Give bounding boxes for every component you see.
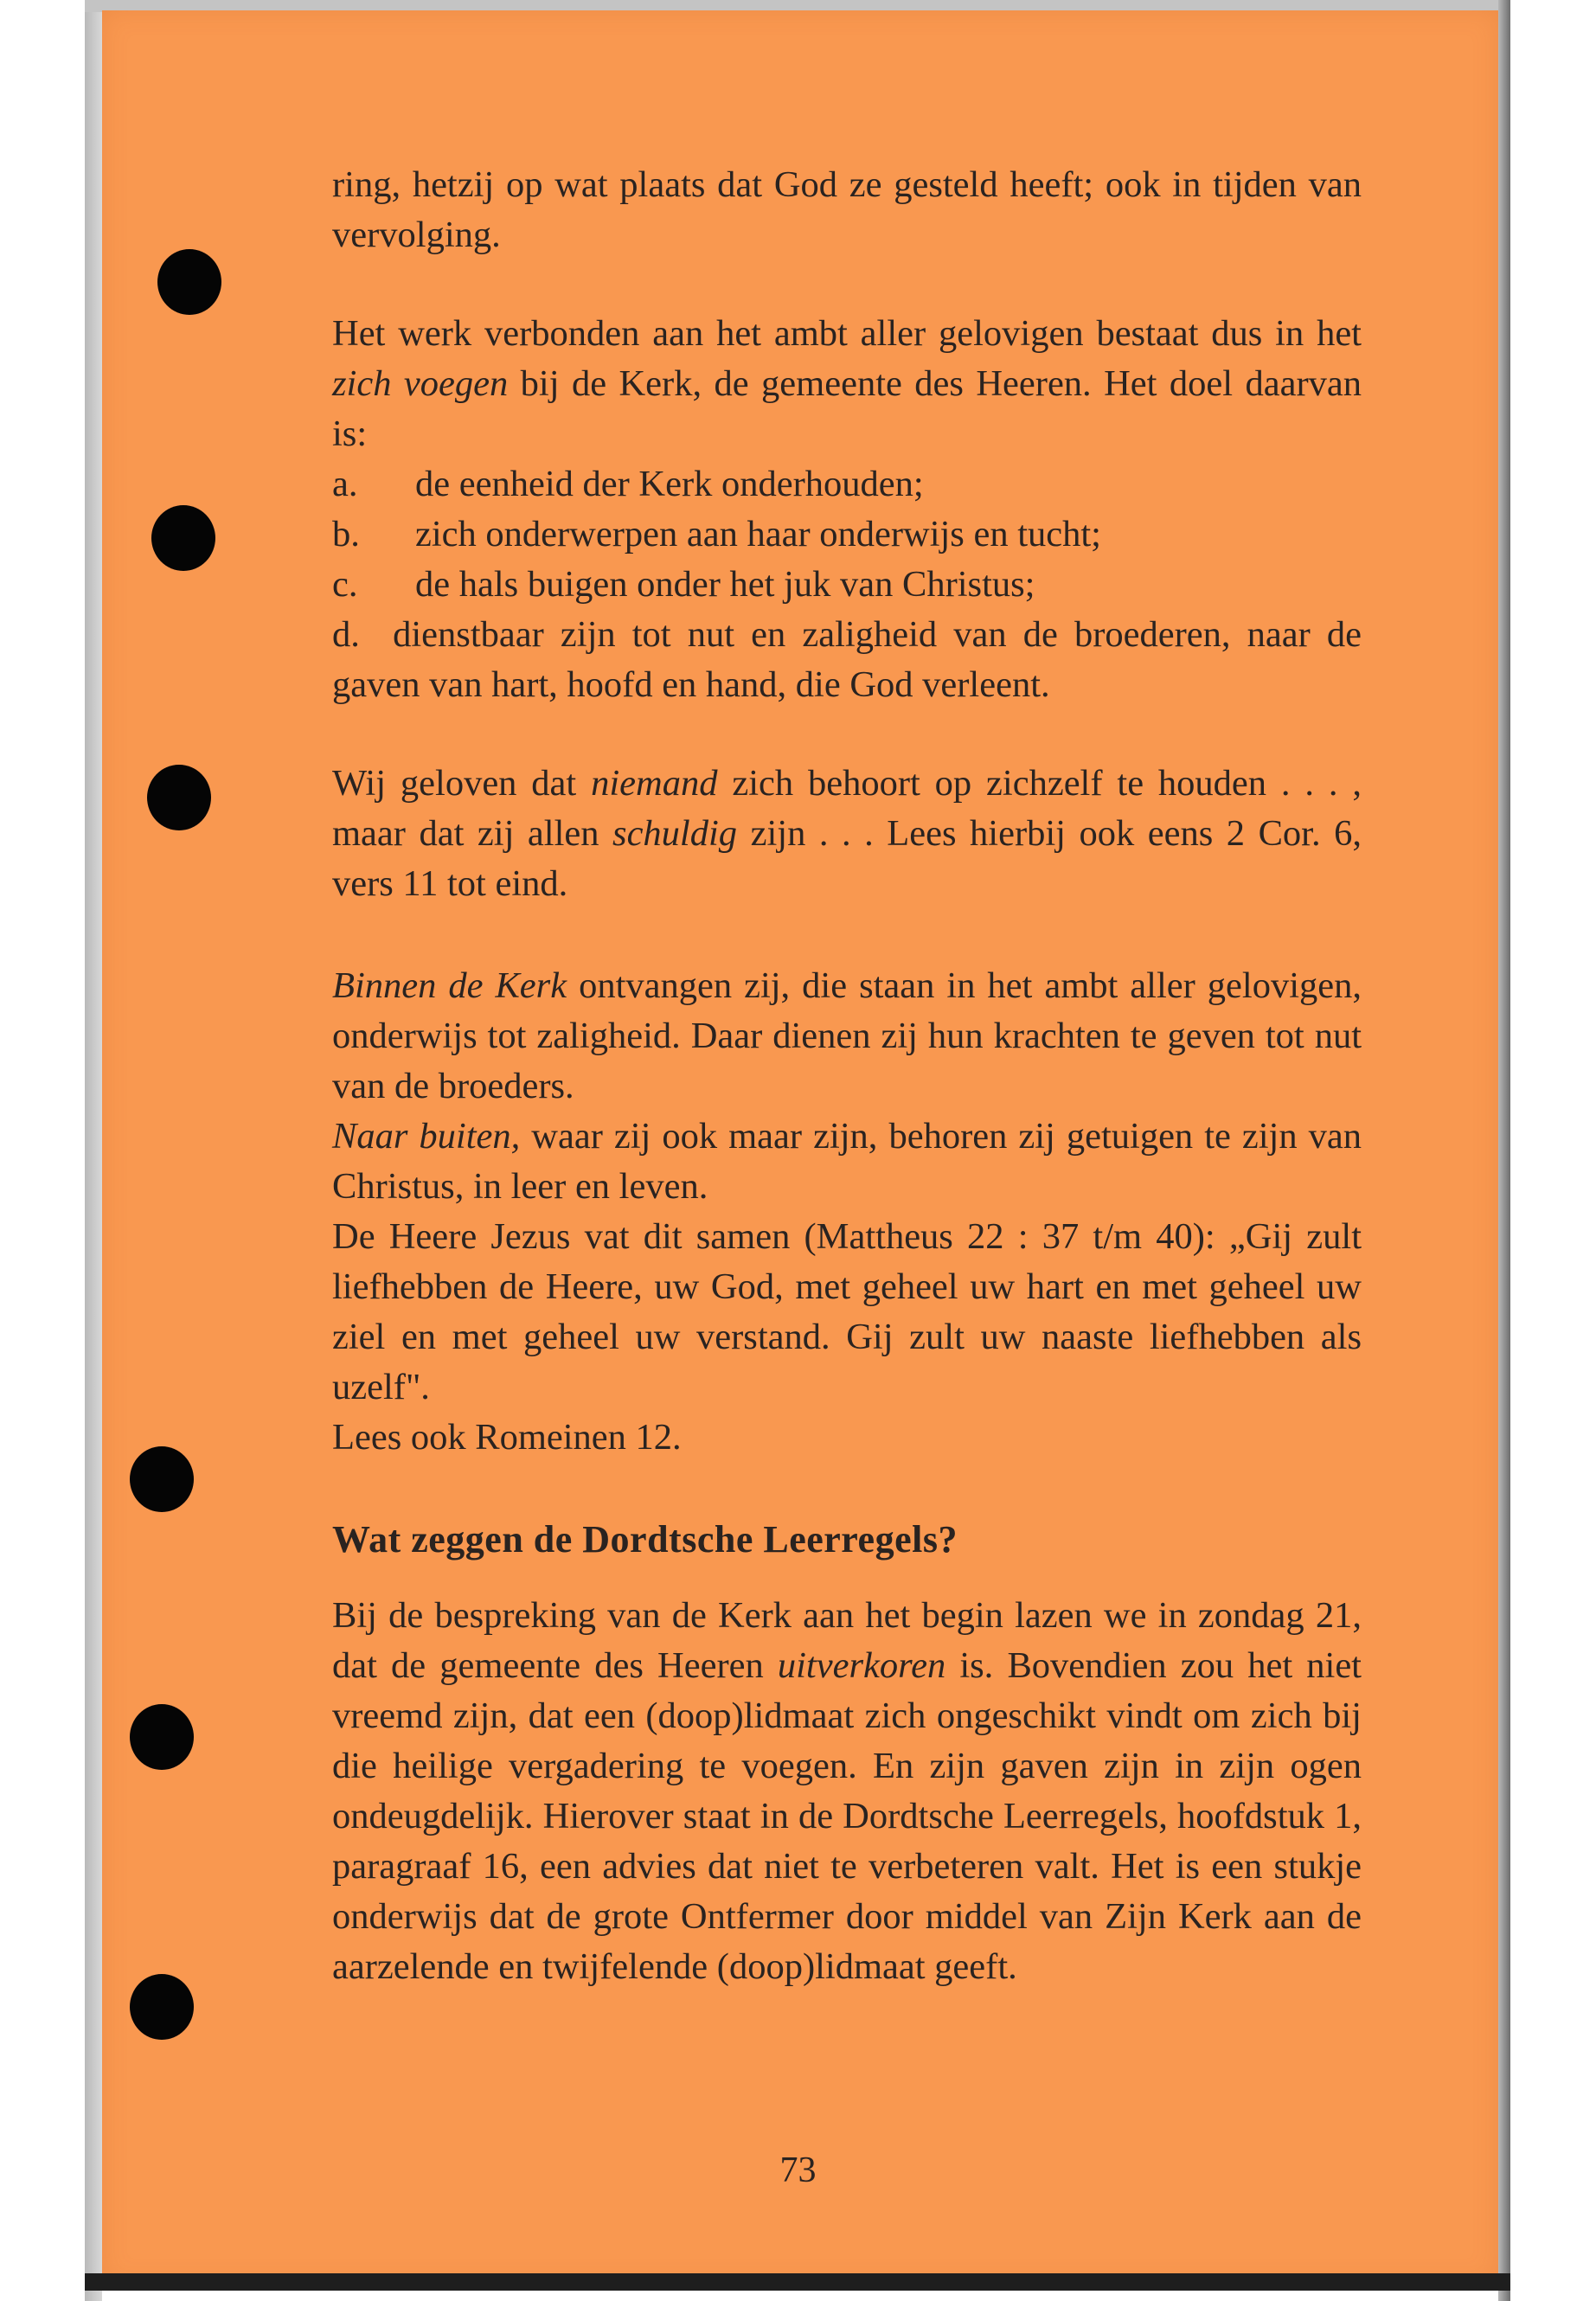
- page-number: 73: [779, 2150, 817, 2190]
- list-marker: b.: [332, 514, 360, 554]
- paragraph-2-emphasis: zich voegen: [332, 363, 509, 404]
- list-marker: a.: [332, 464, 358, 504]
- section-heading: Wat zeggen de Dordtsche Leerregels?: [332, 1518, 958, 1561]
- binder-hole-2: [151, 505, 215, 571]
- paragraph-2-text-a: Het werk verbonden aan het ambt aller gelovigen bestaat dus in het: [332, 313, 1362, 354]
- list-item-text: zich onderwerpen aan haar onderwijs en tucht;: [415, 514, 1101, 554]
- list-item: [332, 560, 1362, 610]
- paragraph-5-text: waar zij ook maar zijn, behoren zij getuigen te zijn van Christus, in leer en leven.: [332, 1116, 1362, 1207]
- paragraph-3-text-c: zijn . . . Lees hierbij ook eens 2 Cor. 6, vers 11 tot eind.: [332, 813, 1362, 904]
- list-item: [332, 610, 1362, 710]
- paragraph-3-text-b: zich behoort op zichzelf te houden . . . , maar dat zij allen: [332, 763, 1362, 854]
- paragraph-7: [332, 1413, 1362, 1463]
- paragraph-6-text: De Heere Jezus vat dit samen (Mattheus 22 : 37 t/m 40): „Gij zult liefhebben de Heere, uw God, met geheel uw hart en met geheel uw ziel en met geheel uw verstand. Gij zult uw naaste liefhebben als uzelf".: [332, 1216, 1362, 1407]
- paragraph-4-text: ontvangen zij, die staan in het ambt aller gelovigen, onderwijs tot zaligheid. Daar dienen zij hun krachten te geven tot nut van de broeders.: [332, 965, 1362, 1106]
- list-marker: d.: [332, 614, 360, 655]
- paragraph-3-emphasis-2: schuldig: [612, 813, 738, 854]
- paragraph-2-text-b: bij de Kerk, de gemeente des Heeren. Het doel daarvan is:: [332, 363, 1362, 454]
- list-marker: c.: [332, 564, 358, 605]
- paragraph-8-text-b: is. Bovendien zou het niet vreemd zijn, dat een (doop)lidmaat zich ongeschikt vindt om zich bij die heilige vergadering te voegen. En zijn gaven zijn in zijn ogen ondeugdelijk. Hierover staat in de Dordtsche Leerregels, hoofdstuk 1, paragraaf 16, een advies dat niet te verbeteren valt. Het is een stukje onderwijs dat de grote Ontfermer door middel van Zijn Kerk aan de aarzelende en twijfelende (doop)lidmaat geeft.: [332, 1645, 1362, 1987]
- paragraph-4-emphasis: Binnen de Kerk: [332, 965, 567, 1006]
- scan-edge-right: [1498, 0, 1510, 2301]
- paragraph-3-emphasis-1: niemand: [591, 763, 718, 804]
- list-item-text: de hals buigen onder het juk van Christus;: [415, 564, 1035, 605]
- list-item: [332, 510, 1362, 560]
- binder-hole-6: [130, 1974, 194, 2040]
- paragraph-1: [332, 160, 1362, 260]
- paragraph-5: [332, 1112, 1362, 1212]
- list-item-text: dienstbaar zijn tot nut en zaligheid van de broederen, naar de gaven van hart, hoofd en hand, die God verleent.: [332, 614, 1362, 705]
- goal-list: [332, 459, 1362, 710]
- binder-hole-5: [130, 1704, 194, 1770]
- paragraph-3: [332, 759, 1362, 909]
- scan-edge-left: [85, 0, 102, 2301]
- body-text: [332, 160, 1362, 1992]
- paragraph-7-text: Lees ook Romeinen 12.: [332, 1417, 682, 1458]
- paragraph-1-text: ring, hetzij op wat plaats dat God ze gesteld heeft; ook in tijden van vervolging.: [332, 164, 1362, 255]
- paragraph-6: [332, 1212, 1362, 1413]
- binder-hole-1: [157, 249, 221, 315]
- paragraph-2: [332, 309, 1362, 459]
- paragraph-8: [332, 1591, 1362, 1992]
- paragraph-8-text-a: Bij de bespreking van de Kerk aan het begin lazen we in zondag 21, dat de gemeente des Heeren: [332, 1595, 1362, 1686]
- paragraph-3-text-a: Wij geloven dat: [332, 763, 592, 804]
- binder-hole-3: [147, 765, 211, 830]
- list-item-text: de eenheid der Kerk onderhouden;: [415, 464, 924, 504]
- paragraph-8-emphasis: uitverkoren: [777, 1645, 946, 1686]
- binder-hole-4: [130, 1446, 194, 1512]
- paragraph-4: [332, 961, 1362, 1112]
- paragraph-5-emphasis: Naar buiten,: [332, 1116, 521, 1157]
- scan-edge-bottom: [85, 2273, 1510, 2291]
- list-item: [332, 459, 1362, 510]
